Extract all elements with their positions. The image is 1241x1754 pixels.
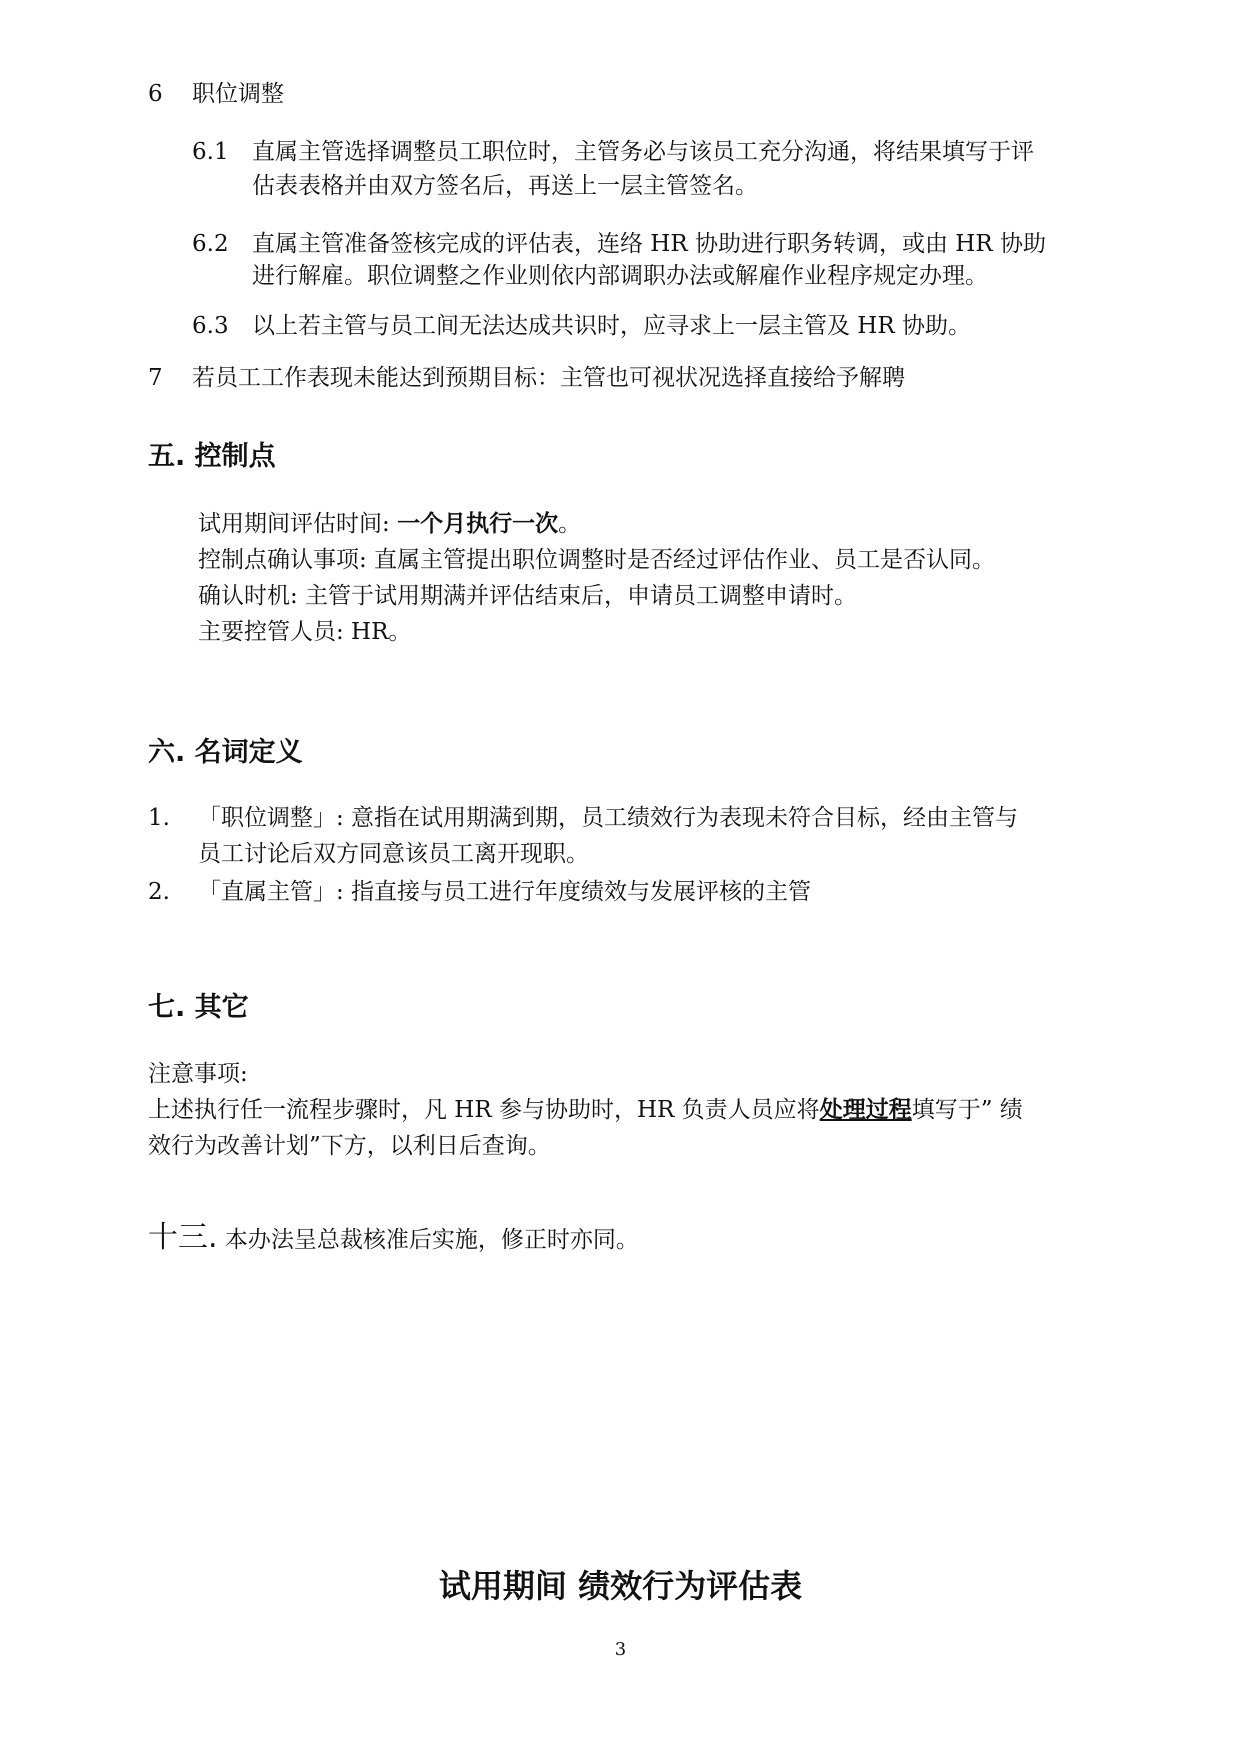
definition-1-cont: 员工讨论后双方同意该员工离开现职。: [198, 841, 589, 867]
control-line-1: [198, 504, 581, 544]
section-heading-definitions: 六. 名词定义: [148, 737, 303, 768]
item-7: [148, 358, 905, 398]
underlined-term: 处理过程: [819, 1096, 912, 1123]
item-6-3: [192, 306, 971, 346]
item-6: [148, 74, 284, 114]
control-line-3: 确认时机: 主管于试用期满并评估结束后，申请员工调整申请时。: [198, 583, 858, 609]
form-title: 试用期间 绩效行为评估表: [438, 1567, 803, 1605]
definition-1: [148, 798, 1018, 838]
item-number: 1.: [148, 805, 170, 831]
item-text: 若员工工作表现未能达到预期目标：主管也可视状况选择直接给予解聘: [192, 365, 905, 391]
clause-text: 本办法呈总裁核准后实施，修正时亦同。: [217, 1227, 639, 1253]
item-number: 7: [148, 365, 163, 391]
item-text-line: 以上若主管与员工间无法达成共识时，应寻求上一层主管及 HR 协助。: [252, 313, 971, 339]
label: 试用期间评估时间:: [198, 511, 398, 537]
value: 一个月执行一次: [397, 510, 559, 537]
item-text-line: 进行解雇。职位调整之作业则依内部调职办法或解雇作业程序规定办理。: [252, 263, 988, 289]
note-label: 注意事项:: [148, 1061, 248, 1087]
item-number: 6.3: [192, 313, 229, 339]
note-text: 上述执行任一流程步骤时，凡 HR 参与协助时，HR 负责人员应将: [148, 1097, 820, 1123]
item-6-1-cont: [252, 166, 758, 206]
item-text-line: 直属主管准备签核完成的评估表，连络 HR 协助进行职务转调，或由 HR 协助: [252, 231, 1046, 257]
item-number: 6.1: [192, 139, 229, 165]
punct: 。: [558, 511, 582, 537]
item-text-line: 「职位调整」: 意指在试用期满到期，员工绩效行为表现未符合目标，经由主管与: [198, 805, 1019, 831]
control-line-4: 主要控管人员: HR。: [198, 619, 412, 645]
note-paragraph-line-2: 效行为改善计划”下方，以利日后查询。: [148, 1133, 551, 1159]
item-text-line: 「直属主管」: 指直接与员工进行年度绩效与发展评核的主管: [198, 879, 812, 905]
section-heading-other: 七. 其它: [148, 992, 249, 1023]
note-paragraph-line-1: [148, 1090, 1023, 1130]
item-text-line: 估表表格并由双方签名后，再送上一层主管签名。: [252, 173, 758, 199]
page-number: 3: [614, 1639, 627, 1660]
section-heading-control-points: 五. 控制点: [148, 441, 276, 472]
item-title: 职位调整: [192, 81, 284, 107]
item-text-line: 直属主管选择调整员工职位时，主管务必与该员工充分沟通，将结果填写于评: [252, 139, 1034, 165]
item-6-2-cont: [252, 256, 988, 296]
item-number: 2.: [148, 879, 170, 905]
clause-number: 十三.: [148, 1220, 218, 1255]
closing-clause: [148, 1218, 639, 1260]
note-text: 填写于” 绩: [911, 1097, 1023, 1123]
item-number: 6: [148, 81, 163, 107]
definition-2: [148, 872, 811, 912]
item-number: 6.2: [192, 231, 229, 257]
control-line-2: 控制点确认事项: 直属主管提出职位调整时是否经过评估作业、员工是否认同。: [198, 547, 996, 573]
